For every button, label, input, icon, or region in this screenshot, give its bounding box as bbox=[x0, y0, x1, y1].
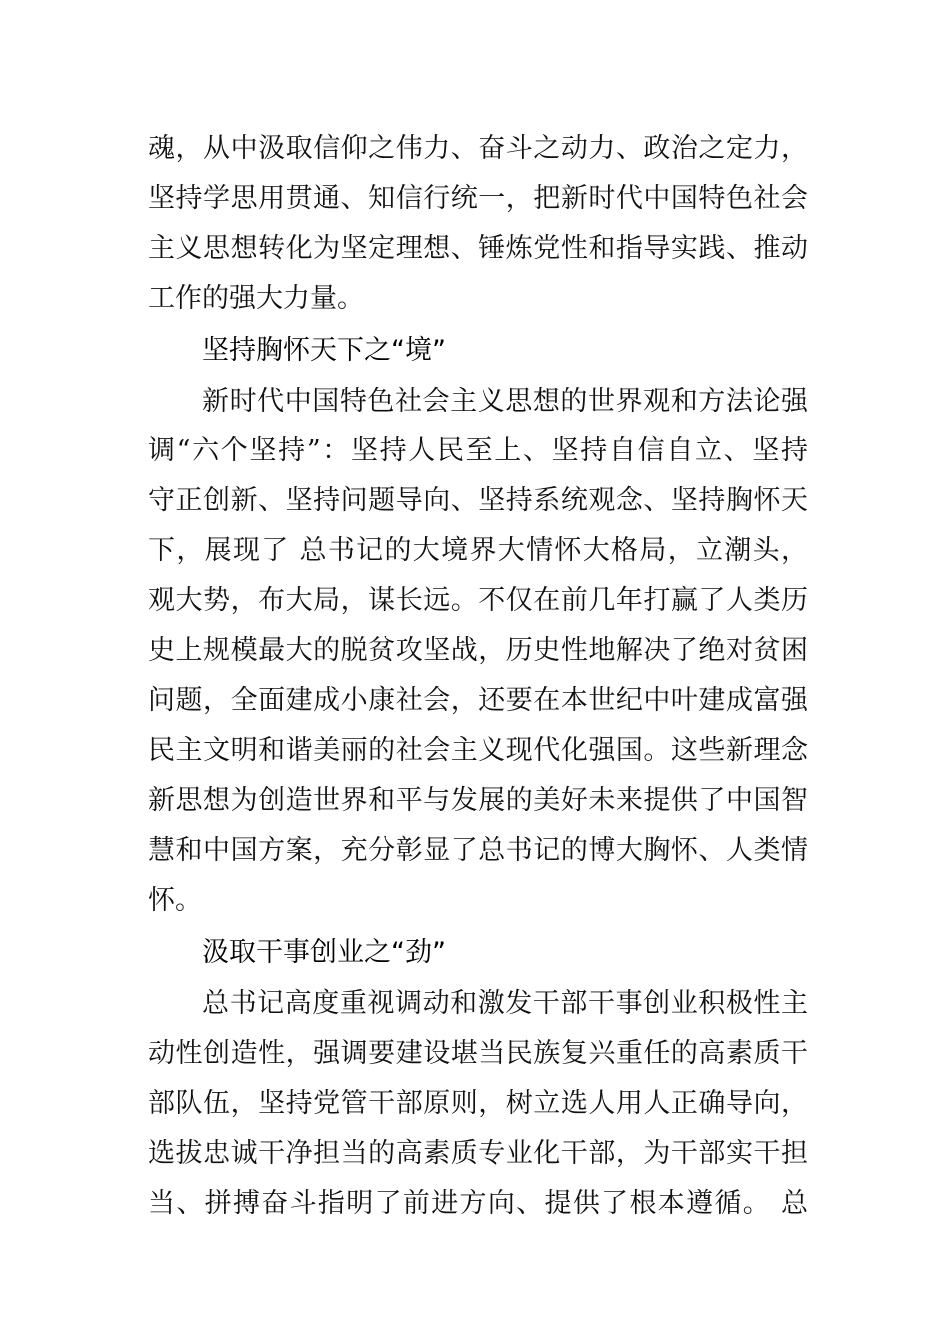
paragraph-line: 下，展现了 总书记的大境界大情怀大格局，立潮头， bbox=[148, 535, 808, 566]
paragraph-line: 选拔忠诚干净担当的高素质专业化干部，为干部实干担 bbox=[148, 1138, 808, 1169]
paragraph-line: 观大势，布大局，谋长远。不仅在前几年打赢了人类历 bbox=[148, 585, 808, 616]
paragraph-line: 调“六个坚持”：坚持人民至上、坚持自信自立、坚持 bbox=[148, 435, 808, 466]
section-heading: 汲取干事创业之“劲” bbox=[202, 937, 446, 968]
paragraph-line: 当、拼搏奋斗指明了前进方向、提供了根本遵循。 总 bbox=[148, 1188, 808, 1219]
paragraph-line: 史上规模最大的脱贫攻坚战，历史性地解决了绝对贫困 bbox=[148, 635, 808, 666]
paragraph-line: 工作的强大力量。 bbox=[148, 283, 364, 314]
paragraph-line: 主义思想转化为坚定理想、锤炼党性和指导实践、推动 bbox=[148, 233, 808, 264]
paragraph-line: 总书记高度重视调动和激发干部干事创业积极性主 bbox=[202, 988, 808, 1019]
paragraph-line: 坚持学思用贯通、知信行统一，把新时代中国特色社会 bbox=[148, 183, 808, 214]
paragraph-line: 慧和中国方案，充分彰显了总书记的博大胸怀、人类情 bbox=[148, 835, 808, 866]
paragraph-line: 动性创造性，强调要建设堪当民族复兴重任的高素质干 bbox=[148, 1038, 808, 1069]
paragraph-line: 守正创新、坚持问题导向、坚持系统观念、坚持胸怀天 bbox=[148, 485, 808, 516]
paragraph-line: 怀。 bbox=[148, 885, 202, 916]
paragraph-line: 魂，从中汲取信仰之伟力、奋斗之动力、政治之定力， bbox=[148, 133, 808, 164]
paragraph-line: 民主文明和谐美丽的社会主义现代化强国。这些新理念 bbox=[148, 735, 808, 766]
paragraph-line: 部队伍，坚持党管干部原则，树立选人用人正确导向， bbox=[148, 1088, 808, 1119]
paragraph-line: 问题，全面建成小康社会，还要在本世纪中叶建成富强 bbox=[148, 685, 808, 716]
paragraph-line: 新思想为创造世界和平与发展的美好未来提供了中国智 bbox=[148, 785, 808, 816]
section-heading: 坚持胸怀天下之“境” bbox=[202, 335, 446, 366]
paragraph-line: 新时代中国特色社会主义思想的世界观和方法论强 bbox=[202, 386, 808, 417]
